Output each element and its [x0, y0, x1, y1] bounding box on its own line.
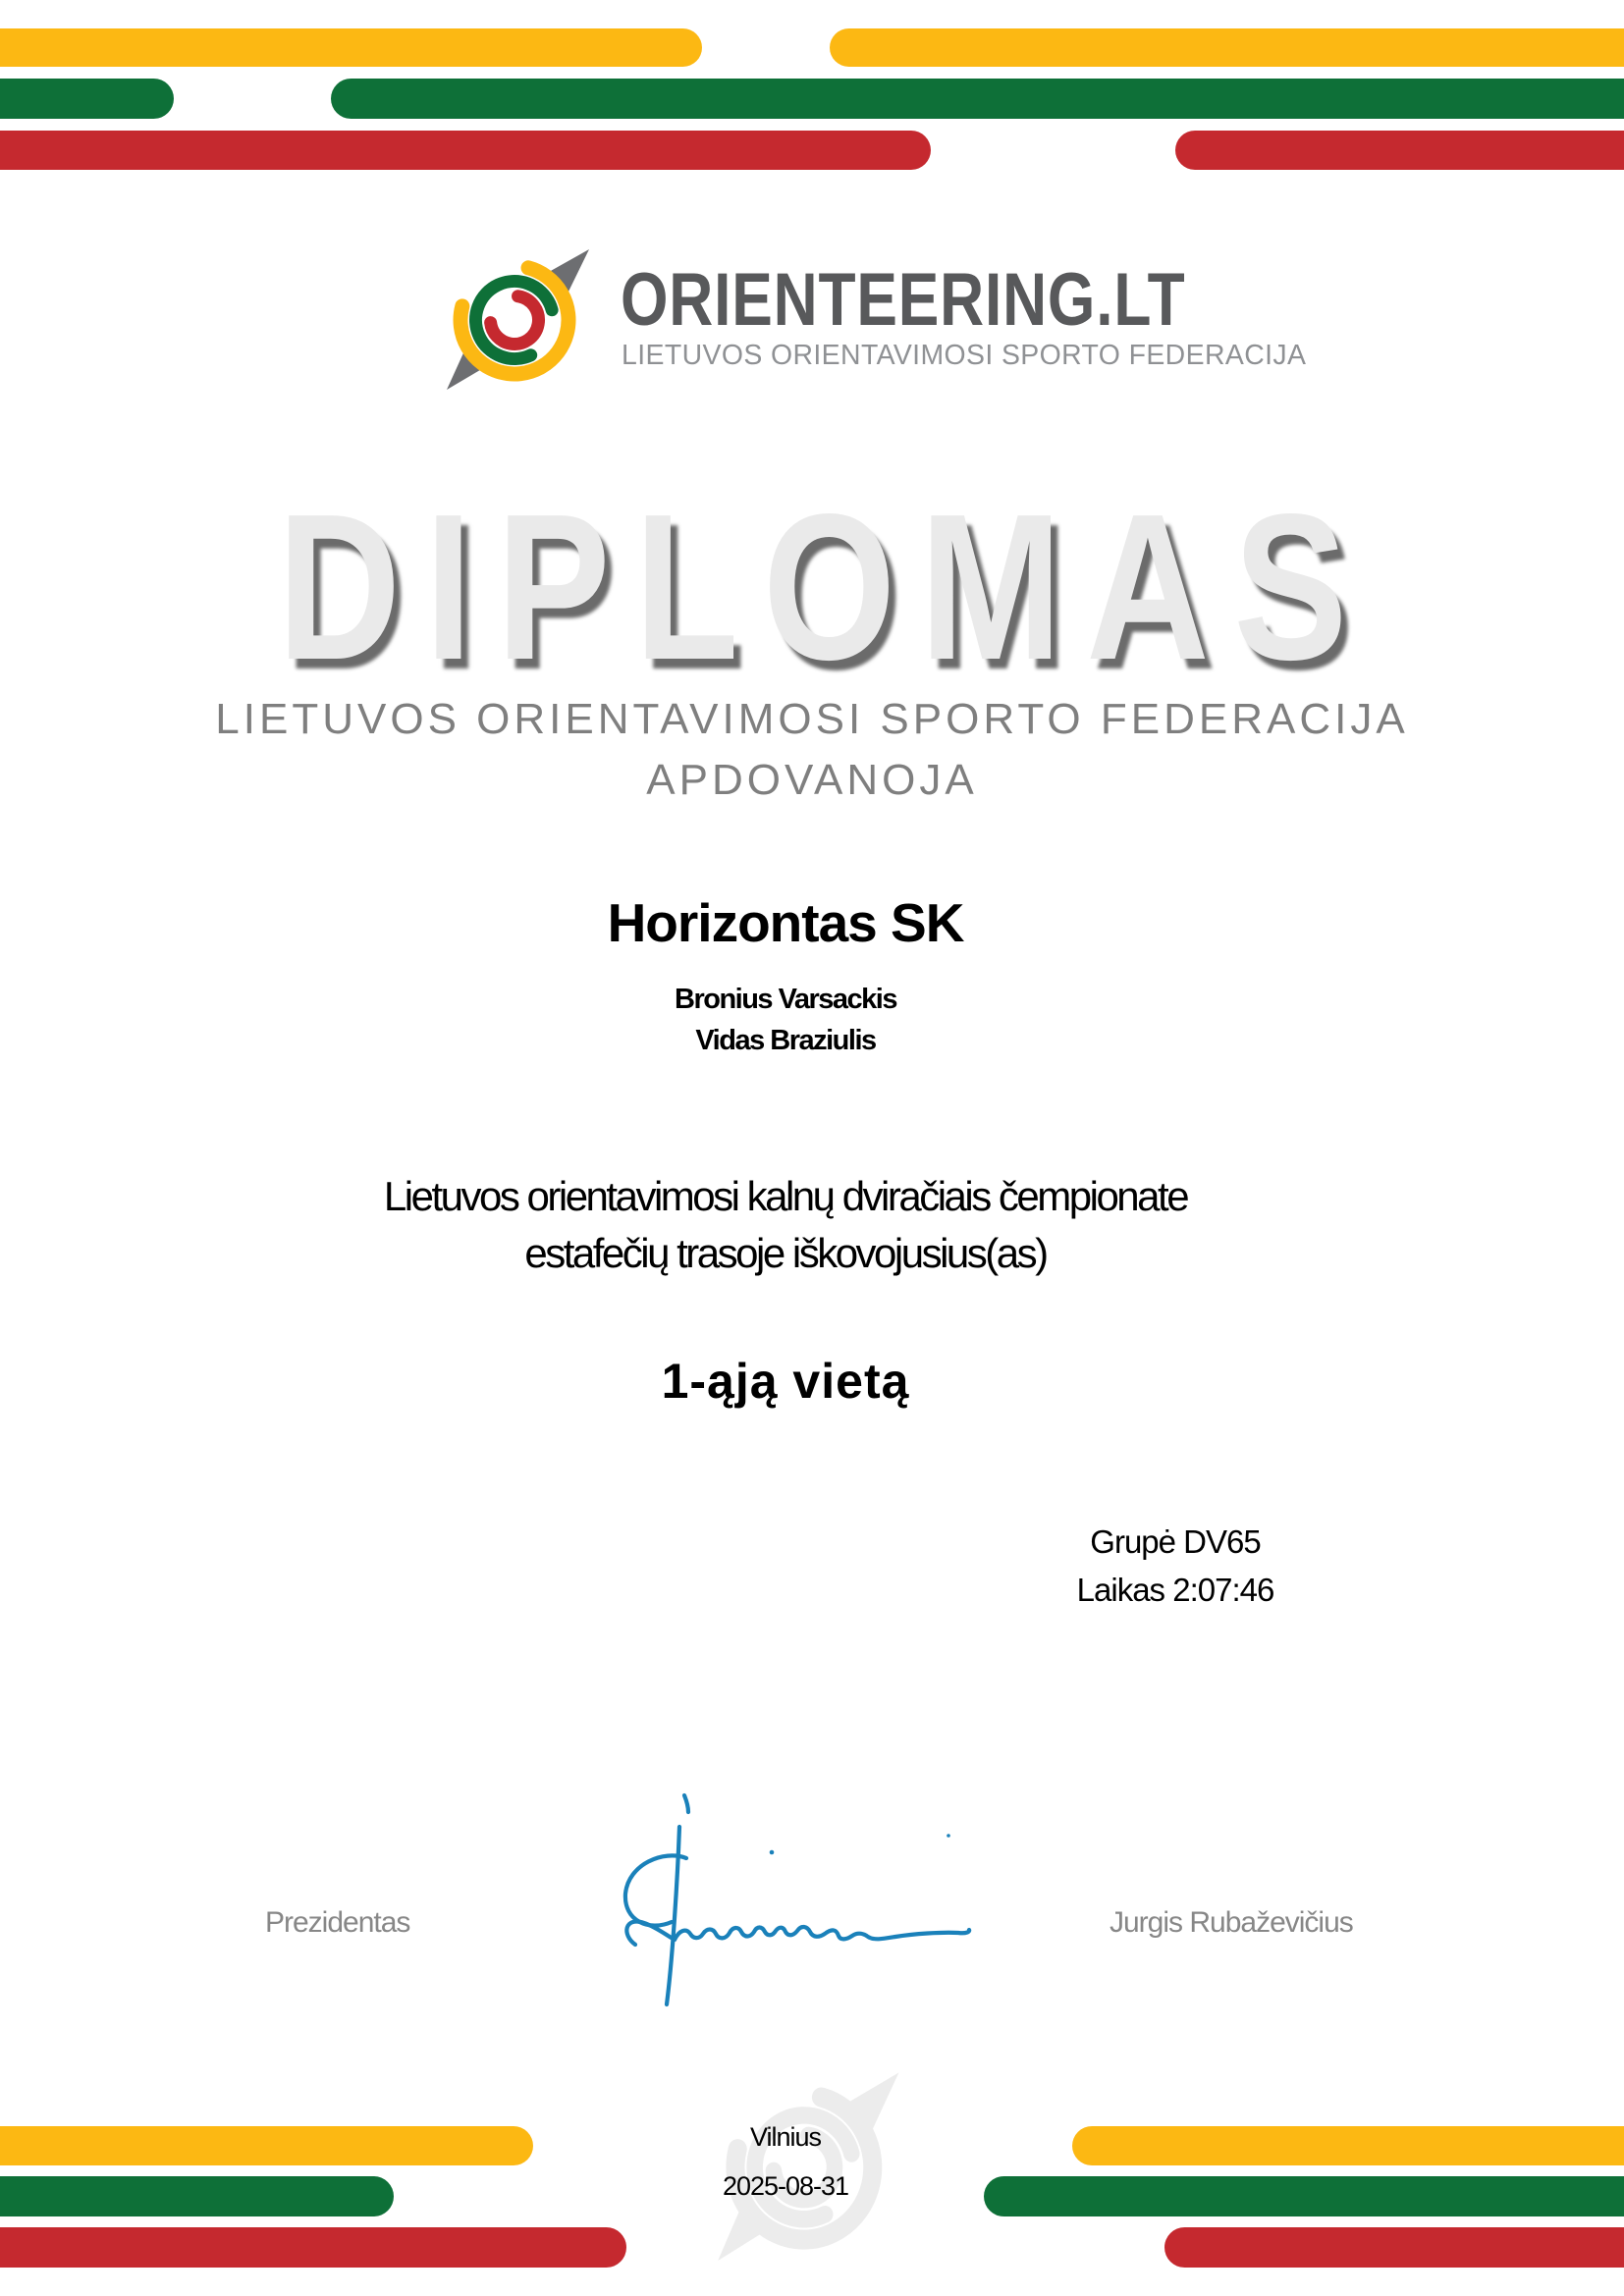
diploma-heading-text: DIPLOMAS: [277, 470, 1372, 703]
logo-subtitle: LIETUVOS ORIENTAVIMOSI SPORTO FEDERACIJA: [622, 340, 1307, 371]
footer-date: 2025-08-31: [722, 2171, 849, 2201]
team-name: Horizontas SK: [607, 892, 964, 953]
place-awarded: 1-ąją vietą: [661, 1354, 910, 1409]
event-line-2: estafečių trasoje iškovojusius(as): [524, 1230, 1047, 1276]
event-line-1: Lietuvos orientavimosi kalnų dviračiais čempionate: [383, 1173, 1188, 1219]
group-label: Grupė DV65: [1090, 1523, 1261, 1560]
signer-name: Jurgis Rubaževičius: [1110, 1906, 1353, 1939]
org-line-2: APDOVANOJA: [646, 756, 978, 804]
member-name: Vidas Braziulis: [695, 1025, 876, 1056]
org-line-1: LIETUVOS ORIENTAVIMOSI SPORTO FEDERACIJA: [215, 695, 1409, 743]
time-label: Laikas 2:07:46: [1076, 1572, 1274, 1608]
member-name: Bronius Varsackis: [675, 984, 896, 1015]
event-description: [0, 1168, 1571, 1282]
logo-title: ORIENTEERING.LT: [621, 258, 1186, 342]
signer-role: Prezidentas: [265, 1906, 410, 1939]
signature-image: [589, 1767, 1021, 2022]
footer-city: Vilnius: [749, 2122, 822, 2152]
